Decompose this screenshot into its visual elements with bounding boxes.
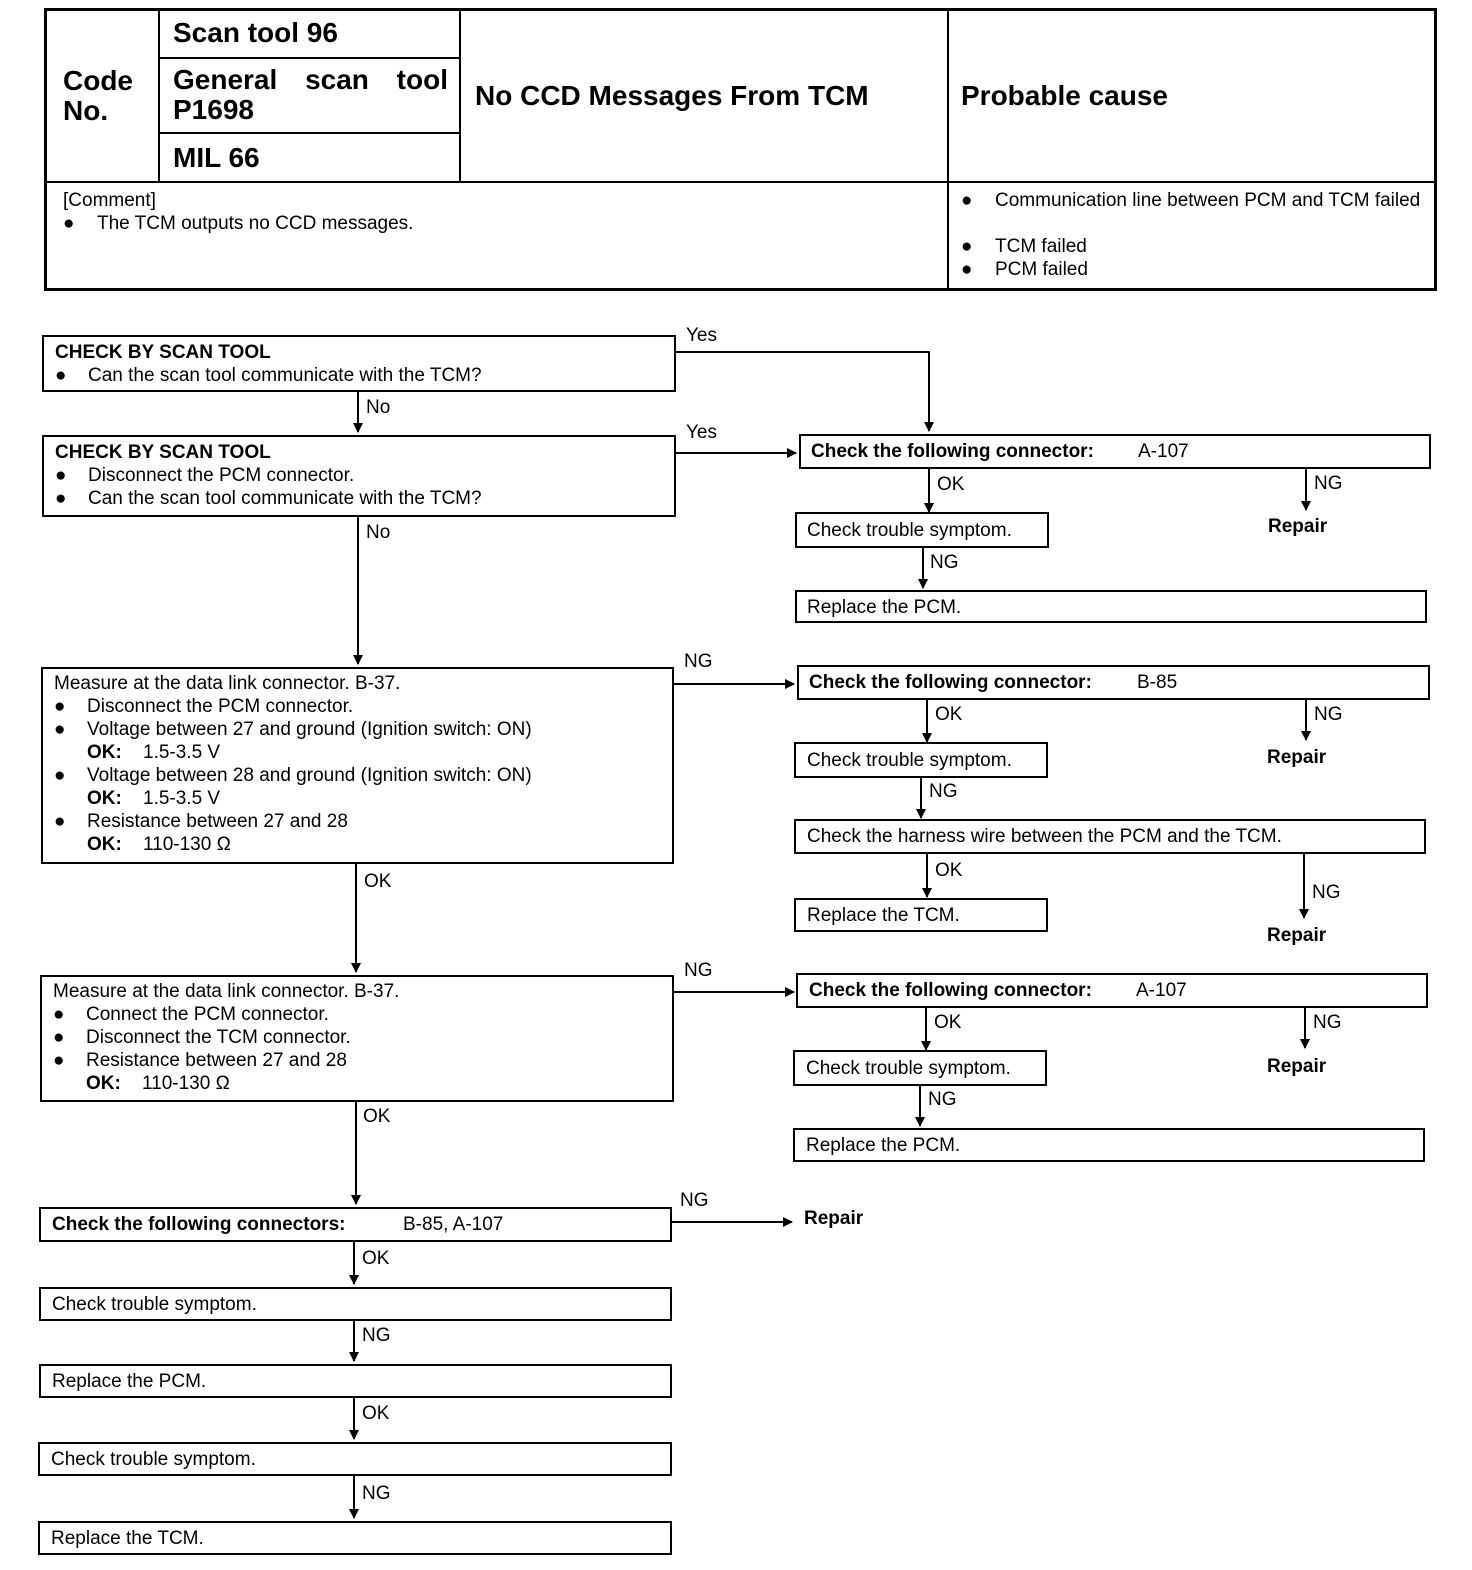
repair-label: Repair: [1267, 747, 1327, 768]
ng-label: NG: [362, 1483, 391, 1504]
b3-symptom: Check trouble symptom.: [806, 1058, 1011, 1079]
b2-harness-box: [794, 819, 1426, 854]
tail-replace-pcm-box: [39, 1364, 672, 1398]
yes-label: Yes: [686, 325, 717, 346]
yes-label: Yes: [686, 422, 717, 443]
code-no-label: Code No.: [63, 65, 133, 126]
step3-item: Disconnect the PCM connector.: [87, 696, 354, 717]
ok-value: 110-130 Ω: [143, 834, 231, 855]
b1-symptom: Check trouble symptom.: [807, 520, 1012, 541]
b2-replace-box: [794, 898, 1048, 932]
b3-connector-box: [796, 973, 1428, 1008]
bullet-icon: ●: [55, 488, 67, 509]
step4-title: Measure at the data link connector. B-37.: [53, 981, 400, 1002]
bullet-icon: ●: [54, 696, 66, 717]
step3-item: Resistance between 27 and 28: [87, 811, 348, 832]
bullet-icon: ●: [961, 190, 973, 211]
b2-symptom-box: [794, 742, 1048, 778]
repair-label: Repair: [804, 1208, 864, 1229]
repair-label: Repair: [1267, 925, 1327, 946]
step4-box: [40, 975, 674, 1102]
ng-label: NG: [1312, 882, 1341, 903]
b2-harness: Check the harness wire between the PCM and the TCM.: [807, 826, 1282, 847]
b1-symptom-box: [795, 512, 1049, 548]
tail-symptom2-box: [38, 1442, 672, 1476]
scan-tool-code: Scan tool 96: [173, 17, 338, 48]
repair-label: Repair: [1267, 1056, 1327, 1077]
ng-label: NG: [1314, 473, 1343, 494]
ok-flow-label: OK: [363, 1106, 391, 1127]
ok-value: 1.5-3.5 V: [143, 742, 221, 763]
general-scan-tool-code: General scan tool P1698: [173, 64, 448, 125]
ok-flow-label: OK: [362, 1248, 390, 1269]
b3-connector-label: Check the following connector:: [809, 980, 1092, 1001]
step5-label: Check the following connectors:: [52, 1214, 346, 1235]
bullet-icon: ●: [55, 465, 67, 486]
step1-title: CHECK BY SCAN TOOL: [55, 342, 271, 363]
step4-item: Connect the PCM connector.: [86, 1004, 329, 1025]
bullet-icon: ●: [53, 1004, 65, 1025]
page-title: No CCD Messages From TCM: [475, 80, 869, 111]
ng-label: NG: [929, 781, 958, 802]
cause-item: TCM failed: [995, 236, 1087, 257]
probable-cause-heading: Probable cause: [961, 80, 1168, 111]
step1-item: Can the scan tool communicate with the TCM?: [88, 365, 482, 386]
step3-box: [41, 667, 674, 864]
ng-label: NG: [680, 1190, 709, 1211]
ng-label: NG: [684, 651, 713, 672]
b3-symptom-box: [793, 1050, 1047, 1086]
bullet-icon: ●: [961, 236, 973, 257]
ok-flow-label: OK: [937, 474, 965, 495]
bullet-icon: ●: [54, 719, 66, 740]
step3-title: Measure at the data link connector. B-37.: [54, 673, 401, 694]
tail-symptom-box: [39, 1287, 672, 1321]
no-label: No: [366, 522, 391, 543]
bullet-icon: ●: [63, 213, 75, 234]
ok-flow-label: OK: [364, 871, 392, 892]
ok-flow-label: OK: [935, 860, 963, 881]
ok-label: OK:: [87, 834, 122, 855]
bullet-icon: ●: [54, 765, 66, 786]
ok-flow-label: OK: [934, 1012, 962, 1033]
b3-replace-box: [793, 1128, 1425, 1162]
ng-label: NG: [362, 1325, 391, 1346]
ng-label: NG: [1314, 704, 1343, 725]
step5-box: [39, 1207, 672, 1242]
b1-connector-label: Check the following connector:: [811, 441, 1094, 462]
comment-text: The TCM outputs no CCD messages.: [97, 213, 414, 234]
step2-item: Disconnect the PCM connector.: [88, 465, 355, 486]
bullet-icon: ●: [53, 1027, 65, 1048]
ok-flow-label: OK: [935, 704, 963, 725]
b1-connector-box: [799, 434, 1431, 469]
b2-connector-label: Check the following connector:: [809, 672, 1092, 693]
bullet-icon: ●: [53, 1050, 65, 1071]
ng-label: NG: [928, 1089, 957, 1110]
bullet-icon: ●: [55, 365, 67, 386]
b2-connector-box: [797, 665, 1430, 700]
repair-label: Repair: [1268, 516, 1328, 537]
arrow-step1-yes: [676, 352, 929, 431]
ok-flow-label: OK: [362, 1403, 390, 1424]
b1-replace-box: [795, 590, 1427, 623]
step1-box: [42, 335, 676, 392]
step2-title: CHECK BY SCAN TOOL: [55, 442, 271, 463]
b3-replace: Replace the PCM.: [806, 1135, 961, 1156]
ok-value: 110-130 Ω: [142, 1073, 230, 1094]
ok-label: OK:: [87, 788, 122, 809]
b1-connector-value: A-107: [1138, 441, 1189, 462]
comment-label: [Comment]: [63, 190, 156, 211]
step4-item: Resistance between 27 and 28: [86, 1050, 347, 1071]
ok-label: OK:: [86, 1073, 121, 1094]
step4-item: Disconnect the TCM connector.: [86, 1027, 351, 1048]
cause-item: Communication line between PCM and TCM failed: [995, 190, 1421, 211]
ng-label: NG: [1313, 1012, 1342, 1033]
cause-item: PCM failed: [995, 259, 1088, 280]
mil-code: MIL 66: [173, 142, 260, 173]
step2-item: Can the scan tool communicate with the TCM?: [88, 488, 482, 509]
b1-replace: Replace the PCM.: [807, 597, 962, 618]
bullet-icon: ●: [54, 811, 66, 832]
b2-replace: Replace the TCM.: [807, 905, 960, 926]
ng-label: NG: [684, 960, 713, 981]
ok-value: 1.5-3.5 V: [143, 788, 221, 809]
b2-connector-value: B-85: [1137, 672, 1178, 693]
b3-connector-value: A-107: [1136, 980, 1187, 1001]
tail-replace-tcm-box: [38, 1521, 672, 1555]
header-table: [44, 8, 1437, 291]
b2-symptom: Check trouble symptom.: [807, 750, 1012, 771]
step3-item: Voltage between 28 and ground (Ignition switch: ON): [87, 765, 532, 786]
tail-replace-tcm: Replace the TCM.: [51, 1528, 204, 1549]
step3-item: Voltage between 27 and ground (Ignition switch: ON): [87, 719, 532, 740]
ok-label: OK:: [87, 742, 122, 763]
step5-value: B-85, A-107: [403, 1214, 504, 1235]
tail-replace-pcm: Replace the PCM.: [52, 1371, 207, 1392]
step2-box: [42, 435, 676, 517]
tail-symptom2: Check trouble symptom.: [51, 1449, 256, 1470]
bullet-icon: ●: [961, 259, 973, 280]
tail-symptom1: Check trouble symptom.: [52, 1294, 257, 1315]
no-label: No: [366, 397, 391, 418]
ng-label: NG: [930, 552, 959, 573]
